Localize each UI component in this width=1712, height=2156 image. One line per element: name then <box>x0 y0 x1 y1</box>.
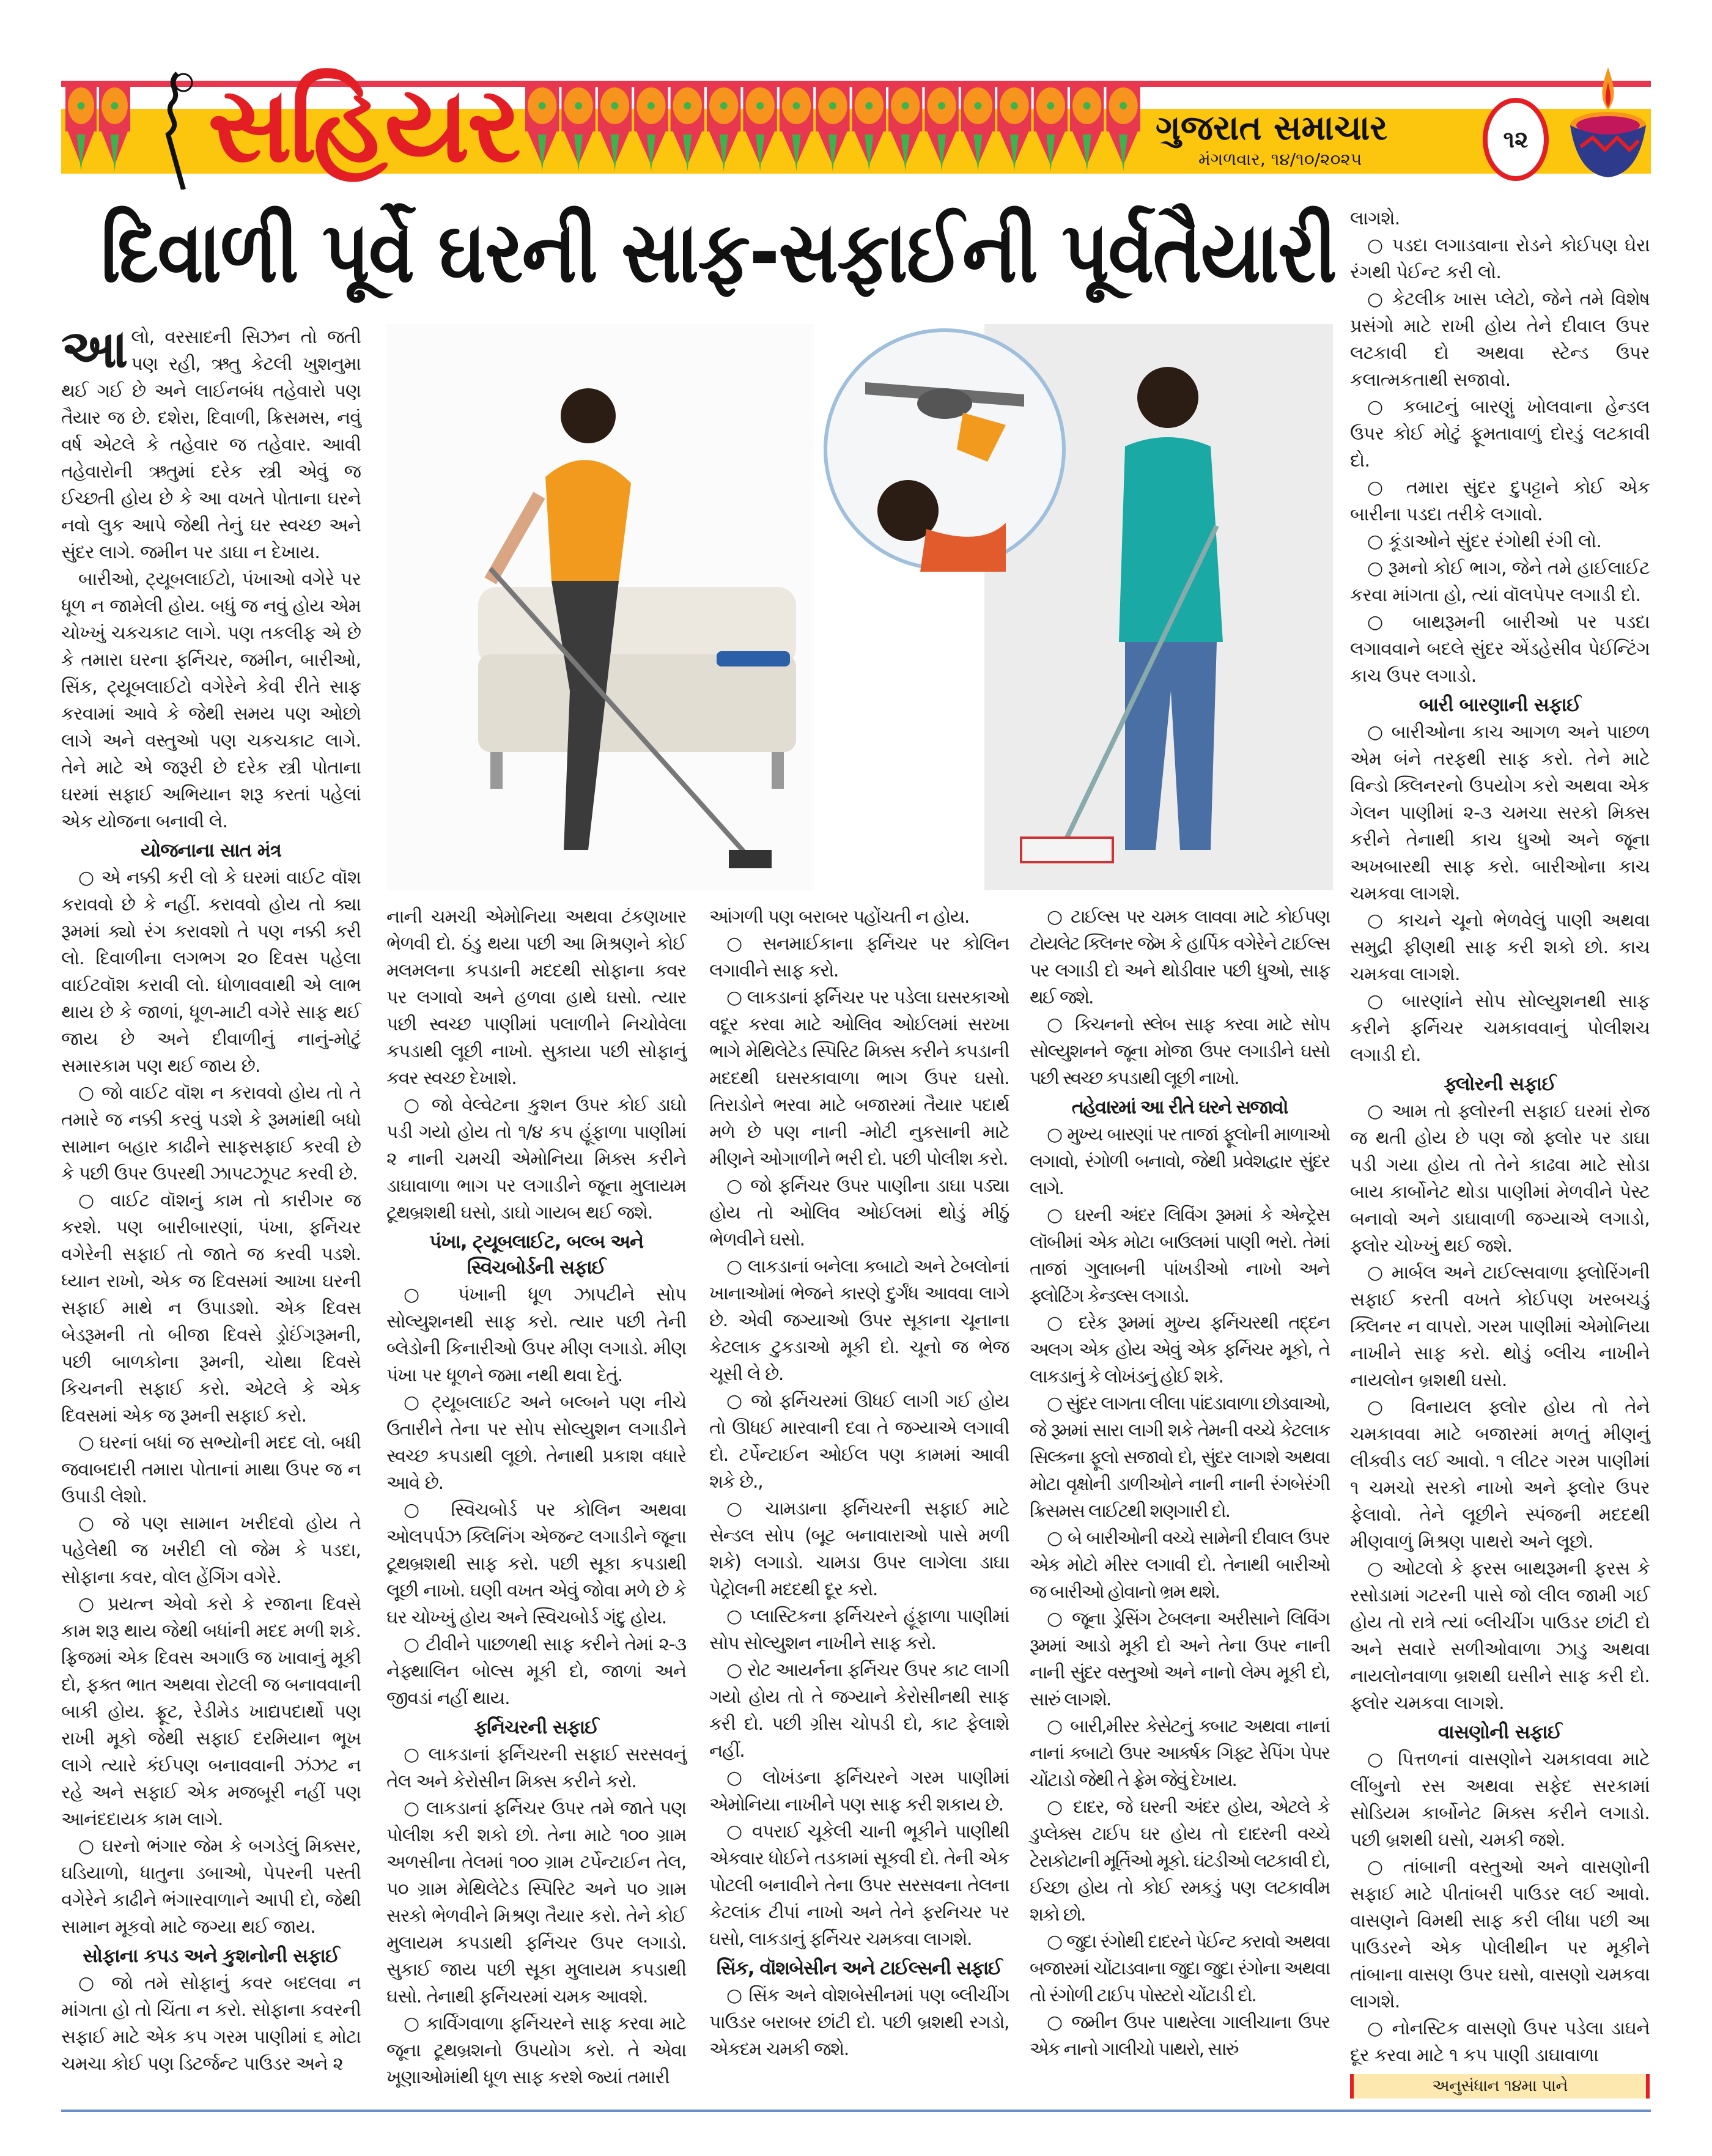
paragraph: ○ કિચનનો સ્લેબ સાફ કરવા માટે સોપ સોલ્યુશનને જૂના મોજા ઉપર લગાડીને ઘસો પછી સ્વચ્છ કપડાથી લૂછી નાખો. <box>1030 1014 1329 1089</box>
paragraph: ○ નોનસ્ટિક વાસણો ઉપર પડેલા ડાઘને દૂર કરવા માટે ૧ કપ પાણી ડાઘાવાળા <box>1350 2018 1650 2066</box>
subheading: યોજનાના સાત મંત્ર <box>141 840 281 862</box>
paragraph: ○ તમારા સુંદર દુપટ્ટાને કોઈ એક બારીના પડદા તરીકે લગાવો. <box>1350 477 1650 525</box>
marigold-flower-icon <box>888 83 922 171</box>
newspaper-name: ગુજરાત સમાચાર <box>1156 108 1388 148</box>
paragraph: ○ સિંક અને વોશબેસીનમાં પણ બ્લીચીંગ પાઉડર બરાબર છાંટી દો. પછી બ્રશથી રગડો, એકદમ ચમકી જશે. <box>709 1985 1009 2060</box>
paragraph: ○ સુંદર લાગતા લીલા પાંદડાવાળા છોડવાઓ, જે રૂમમાં સારા લાગી શકે તેમની વચ્ચે કેટલાક સિલ્કના ફૂલો સજાવો દો, સુંદર લાગશે અથવા મોટા વૃક્ષોની ડાળીઓને નાની નાની રંગબેરંગી ક્રિસમસ લાઈટથી શણગારી દો. <box>1030 1393 1329 1522</box>
photo-woman-cleaning-sofa <box>386 324 814 890</box>
paragraph: ○ લોખંડના ફર્નિચરને ગરમ પાણીમાં એમોનિયા નાખીને પણ સાફ કરી શકાય છે. <box>709 1767 1009 1815</box>
paragraph: ○ ઘરનો ભંગાર જેમ કે બગડેલું મિક્સર, ઘડિયાળો, ધાતુના ડબાઓ, પેપરની પસ્તી વગેરેને કાઢીને ભંગારવાળાને આપી દો, જેથી સામાન મૂકવો માટે જગ્યા થઈ જાય. <box>61 1836 361 1938</box>
paragraph: ○ જે પણ સામાન ખરીદવો હોય તે પહેલેથી જ ખરીદી લો જેમ કે પડદા, સોફાના કવર, વોલ હેંગિંગ વગેરે. <box>61 1513 361 1588</box>
marigold-flower-icon <box>816 83 849 171</box>
section-logo: સહિયર <box>208 65 519 186</box>
paragraph: ○ વિનાયલ ફ્લોર હોય તો તેને ચમકાવવા માટે બજારમાં મળતું મીણનું લીક્વીડ લઈ આવો. ૧ લીટર ગરમ પાણીમાં ૧ ચમચો સરકો નાખો અને ફ્લોર ઉપર ફેલાવો. તેને લૂછીને સ્પંજની મદદથી મીણવાળું મિશ્રણ પાથરો અને લૂછો. <box>1350 1397 1650 1552</box>
marigold-flower-icon <box>852 83 886 171</box>
paragraph: ○ જુદા રંગોથી દાદરને પેઈન્ટ કરાવો અથવા બજારમાં ચોંટાડવાના જુદા જુદા રંગોના અથવા તો રંગોળી ટાઈપ પોસ્ટરો ચોંટાડી દો. <box>1030 1931 1329 2006</box>
paragraph: ○ તાંબાની વસ્તુઓ અને વાસણોની સફાઈ માટે પીતાંબરી પાઉડર લઈ આવો. વાસણને વિમથી સાફ કરી લીધા પછી આ પાઉડરને એક પોલીથીન પર મૂકીને તાંબાના વાસણ ઉપર ઘસો, વાસણો ચમકવા લાગશે. <box>1350 1856 1650 2012</box>
paragraph: ○ સનમાઈકાના ફર્નિચર પર કોલિન લગાવીને સાફ કરો. <box>709 933 1009 981</box>
continued-paragraph: નાની ચમચી એમોનિયા અથવા ટંકણખાર ભેળવી દો. ઠંડુ થયા પછી આ મિશ્રણને કોઈ મલમલના કપડાની મદદથી સોફાના કવર પર લગાવો અને હળવા હાથે ઘસો. ત્યાર પછી સ્વચ્છ પાણીમાં પલાળીને નિચોવેલા કપડાથી લૂછી નાખો. સુકાયા પછી સોફાનું કવર સ્વચ્છ દેખાશે. <box>386 906 686 1089</box>
flower-garland-center <box>524 83 1142 174</box>
lead-paragraph <box>61 319 361 566</box>
paragraph: ○ લાકડાનાં ફર્નિચર ઉપર તમે જાતે પણ પોલીશ કરી શકો છો. તેના માટે ૧૦૦ ગ્રામ અળસીના તેલમાં ૧૦૦ ગ્રામ ટર્પેન્ટાઈન તેલ, ૫૦ ગ્રામ મેથિલેટેડ સ્પિરિટ અને ૫૦ ગ્રામ સરકો ભેળવીને મિશ્રણ તૈયાર કરો. તેને કોઈ મુલાયમ કપડાથી ફર્નિચર ઉપર લગાડો. સુકાઈ જાય પછી સૂકા મુલાયમ કપડાથી ઘસો. તેનાથી ફર્નિચરમાં ચમક આવશે. <box>386 1798 686 2007</box>
paragraph: ○ જૂના ડ્રેસિંગ ટેબલના અરીસાને લિવિંગ રૂમમાં આડો મૂકી દો અને તેના ઉપર નાની નાની સુંદર વસ્તુઓ અને નાનો લેમ્પ મૂકી દો, સારું લાગશે. <box>1030 1608 1329 1710</box>
paragraph: ○ વાઈટ વૉશનું કામ તો કારીગર જ કરશે. પણ બારીબારણાં, પંખા, ફર્નિચર વગેરેની સફાઈ તો જાતે જ કરવી પડશે. ધ્યાન રાખો, એક જ દિવસમાં આખા ઘરની સફાઈ માથે ન ઉપાડશો. એક દિવસ બેડરૂમની તો બીજા દિવસે ડ્રોઈંગરૂમની, પછી બાળકોના રૂમની, ચોથા દિવસે કિચનની સફાઈ કરો. એટલે કે એક દિવસમાં એક જ રૂમની સફાઈ કરો. <box>61 1190 361 1427</box>
paragraph: ○ એ નક્કી કરી લો કે ઘરમાં વાઈટ વૉશ કરાવવો છે કે નહીં. કરાવવો હોય તો ક્યા રૂમમાં ક્યો રંગ કરાવશો તે પણ નક્કી કરી લો. દિવાળીના લગભગ ૨૦ દિવસ પહેલા વાઈટવૉશ કરાવી લો. ધોળાવવાથી એ લાભ થાય છે કે જાળાં, ધૂળ-માટી વગેરે સાફ થઈ જાય છે અને દીવાળીનું નાનું-મોટું સમારકામ પણ થઈ જાય છે. <box>61 867 361 1077</box>
paragraph: બારીઓ, ટ્યૂબલાઈટો, પંખાઓ વગેરે પર ધૂળ ન જામેલી હોય. બધું જ નવું હોય એમ ચોખ્ખું ચકચકાટ લાગે. પણ તકલીફ એ છે કે તમારા ઘરના ફર્નિચર, જમીન, બારીઓ, સિંક, ટ્યૂબલાઈટો વગેરેને કેવી રીતે સાફ કરવામાં આવે કે જેથી સમય પણ ઓછો લાગે અને વસ્તુઓ પણ ચકચકાટ લાગે. તેને માટે એ જરૂરી છે દરેક સ્ત્રી પોતાના ઘરમાં સફાઈ અભિયાન શરૂ કરતાં પહેલાં એક યોજના બનાવી લે. <box>61 569 361 832</box>
paragraph: ○ ઓટલો કે ફરસ બાથરૂમની ફરસ કે રસોડામાં ગટરની પાસે જો લીલ જામી ગઈ હોય તો રાત્રે ત્યાં બ્લીચીંગ પાઉડર છાંટી દો અને સવારે સળીઓવાળા ઝાડુ અથવા નાયલોનવાળા બ્રશથી ઘસીને સાફ કરી દો. ફ્લોર ચમકવા લાગશે. <box>1350 1558 1650 1714</box>
paragraph: ○ લાકડાનાં ફર્નિચરની સફાઈ સરસવનું તેલ અને કેરોસીન મિક્સ કરીને કરો. <box>386 1744 686 1792</box>
paragraph: ○ જો ફર્નિચરમાં ઊધઈ લાગી ગઈ હોય તો ઊધઈ મારવાની દવા તે જગ્યાએ લગાવી દો. ટર્પેન્ટાઈન ઓઈલ પણ કામમાં આવી શકે છે., <box>709 1390 1009 1493</box>
paragraph: ○ દરેક રૂમમાં મુખ્ય ફર્નિચરથી તદ્દન અલગ એક હોય એવું એક ફર્નિચર મૂકો, તે લાકડાનું કે લોખંડનું હોઈ શકે. <box>1030 1312 1329 1387</box>
paragraph: ○ જો ફર્નિચર ઉપર પાણીના ડાઘા પડ્યા હોય તો ઓલિવ ઓઈલમાં થોડું મીઠું ભેળવીને ઘસો. <box>709 1175 1009 1250</box>
paragraph: ○ રોટ આયર્નના ફર્નિચર ઉપર કાટ લાગી ગયો હોય તો તે જગ્યાને કેરોસીનથી સાફ કરી દો. પછી ગ્રીસ ચોપડી દો, કાટ ફેલાશે નહીં. <box>709 1659 1009 1762</box>
woman-silhouette-logo-icon <box>141 67 214 190</box>
paragraph: ○ જમીન ઉપર પાથરેલા ગાલીચાના ઉપર એક નાનો ગાલીચો પાથરો, સારું <box>1030 2012 1329 2060</box>
paragraph: ○ બારી,મીરર કેસેટનું કબાટ અથવા નાનાં નાનાં કબાટો ઉપર આકર્ષક ગિફ્ટ રેપિંગ પેપર ચોંટાડો જેથી તે ફ્રેમ જેવું દેખાય. <box>1030 1716 1329 1791</box>
marigold-flower-icon <box>924 83 958 171</box>
marigold-flower-icon <box>525 83 559 171</box>
subheading: ફ્લોરની સફાઈ <box>1444 1073 1556 1095</box>
marigold-flower-icon <box>1070 83 1104 171</box>
article-column-1 <box>61 319 361 2078</box>
subheading: બારી બારણાની સફાઈ <box>1419 694 1581 716</box>
paragraph: ○ લાકડાનાં ફર્નિચર પર પડેલા ઘસરકાઓ વદૂર કરવા માટે ઓલિવ ઓઈલમાં સરખા ભાગે મેથિલેટેડ સ્પિરિટ મિક્સ કરીને કપડાની મદદથી ઘસરકાવાળા ભાગ ઉપર ઘસો. તિરાડોને ભરવા માટે બજારમાં તૈયાર પદાર્થ મળે છે પણ નાની -મોટી નુકસાની માટે મીણને ઓગાળીને ભરી દો. પછી પોલીશ કરો. <box>709 987 1009 1170</box>
marigold-flower-icon <box>707 83 740 171</box>
paragraph: ○ રૂમનો કોઈ ભાગ, જેને તમે હાઈલાઈટ કરવા માંગતા હો, ત્યાં વૉલપેપર લગાડી દો. <box>1350 558 1650 606</box>
paragraph: ○ પ્રયત્ન એવો કરો કે રજાના દિવસે કામ શરૂ થાય જેથી બધાંની મદદ મળી શકે. ફ્રિજમાં એક દિવસ અગાઉ જ ખાવાનું મૂકી દો, ફક્ત ભાત અથવા રોટલી જ બનાવવાની બાકી હોય. ફ્રૂટ, રેડીમેડ ખાદ્યપદાર્થો પણ રાખી મૂકો જેથી સફાઈ દરમિયાન ભૂખ લાગે ત્યારે કંઈપણ બનાવવાની ઝંઝટ ન રહે અને સફાઈ એક મજબૂરી નહીં પણ આનંદદાયક કામ લાગે. <box>61 1593 361 1830</box>
article-headline: દિવાળી પૂર્વે ઘરની સાફ-સફાઈની પૂર્વતૈયારી <box>101 203 1336 301</box>
subheading: સિંક, વૉશબેસીન અને ટાઈલ્સની સફાઈ <box>716 1957 1002 1979</box>
marigold-flower-icon <box>961 83 995 171</box>
paragraph: ○ ઘરની અંદર લિવિંગ રૂમમાં કે એન્ટ્રેસ લૉબીમાં એક મોટા બાઉલમાં પાણી ભરો. તેમાં તાજાં ગુલાબની પાંખડીઓ નાખો અને ફ્લોટિંગ કેન્ડલ્સ લગાડો. <box>1030 1205 1329 1307</box>
subheading: સોફાના કપડ અને કુશનોની સફાઈ <box>83 1945 339 1967</box>
paragraph: ○ સ્વિચબોર્ડ પર કોલિન અથવા ઓલપર્પઝ ક્લિનિંગ એજન્ટ લગાડીને જૂના ટૂથબ્રશથી સાફ કરો. પછી સૂકા કપડાથી લૂછી નાખો. ઘણી વખત એવું જોવા મળે છે કે ઘર ચોખ્ખું હોય અને સ્વિચબોર્ડ ગંદુ હોય. <box>386 1499 686 1628</box>
marigold-flower-icon <box>634 83 668 171</box>
marigold-flower-icon <box>997 83 1031 171</box>
subheading: તહેવારમાં આ રીતે ઘરને સજાવો <box>1071 1096 1288 1118</box>
subheading: વાસણોની સફાઈ <box>1437 1721 1562 1743</box>
paragraph: ○ મુખ્ય બારણાં પર તાજાં ફૂલોની માળાઓ લગાવો, રંગોળી બનાવો, જેથી પ્રવેશદ્વાર સુંદર લાગે. <box>1030 1124 1329 1199</box>
paragraph: ○ પિત્તળનાં વાસણોને ચમકાવવા માટે લીંબુનો રસ અથવા સફેદ સરકામાં સોડિયમ કાર્બોનેટ મિક્સ કરીને લગાડો. પછી બ્રશથી ઘસો, ચમકી જશે. <box>1350 1749 1650 1851</box>
paragraph: ○ કબાટનું બારણું ખોલવાના હેન્ડલ ઉપર કોઈ મોટું ફૂમતાવાળું દોરડું લટકાવી દો. <box>1350 396 1650 471</box>
paragraph: ○ પ્લાસ્ટિકના ફર્નિચરને હૂંફાળા પાણીમાં સોપ સોલ્યુશન નાખીને સાફ કરો. <box>709 1606 1009 1654</box>
paragraph: ○ લાકડાનાં બનેલા કબાટો અને ટેબલોનાં ખાનાઓમાં ભેજને કારણે દુર્ગંધ આવવા લાગે છે. એવી જગ્યાઓ ઉપર સૂકાના ચૂનાના કેટલાક ટુકડાઓ મૂકી દો. ચૂનો જ ભેજ ચૂસી લે છે. <box>709 1256 1009 1385</box>
article-column-4 <box>1030 904 1329 2063</box>
article-column-3 <box>709 904 1009 2063</box>
paragraph: ○ કૂંડાઓને સુંદર રંગોથી રંગી લો. <box>1367 531 1602 552</box>
marigold-flower-icon <box>780 83 813 171</box>
marigold-flower-icon <box>65 83 97 171</box>
paragraph: ○ બાથરૂમની બારીઓ પર પડદા લગાવવાને બદલે સુંદર એંડહેસીવ પેઈન્ટિંગ કાચ ઉપર લગાડો. <box>1350 611 1650 687</box>
bottom-rule <box>61 2110 1651 2112</box>
paragraph: ○ આમ તો ફ્લોરની સફાઈ ઘરમાં રોજ જ થતી હોય છે પણ જો ફ્લોર પર ડાઘા પડી ગયા હોય તો તેને કાઢવા માટે સોડા બાય કાર્બોનેટ થોડા પાણીમાં મેળવીને પેસ્ટ બનાવો અને ડાઘાવાળી જગ્યાએ લગાડો, ફ્લોર ચોખ્ખું થઈ જશે. <box>1350 1101 1650 1257</box>
diya-lamp-icon <box>1565 67 1651 183</box>
paragraph: ○ જો તમે સોફાનું કવર બદલવા ન માંગતા હો તો ચિંતા ન કરો. સોફાના કવરની સફાઈ માટે એક કપ ગરમ પાણીમાં ૬ મોટા ચમચા કોઈ પણ ડિટર્જન્ટ પાઉડર અને ૨ <box>61 1973 361 2075</box>
paragraph: ○ બે બારીઓની વચ્ચે સામેની દીવાલ ઉપર એક મોટો મીરર લગાવી દો. તેનાથી બારીઓ જ બારીઓ હોવાનો ભ્રમ થશે. <box>1030 1527 1329 1603</box>
paragraph: ○ પંખાની ધૂળ ઝાપટીને સોપ સોલ્યુશનથી સાફ કરો. ત્યાર પછી તેની બ્લેડોની કિનારીઓ ઉપર મીણ લગાડો. મીણ પંખા પર ધૂળને જમા નથી થવા દેતું. <box>386 1284 686 1386</box>
flower-garland-left <box>64 83 131 174</box>
paragraph: ○ પડદા લગાડવાના રોડને કોઈપણ ઘેરા રંગથી પેઈન્ટ કરી લો. <box>1350 235 1650 283</box>
paragraph: ○ બારીઓના કાચ આગળ અને પાછળ એમ બંને તરફથી સાફ કરો. તેને માટે વિન્ડો ક્લિનરનો ઉપયોગ કરો અથવા એક ગેલન પાણીમાં ૨-૩ ચમચા સરકો મિક્સ કરીને તેનાથી કાચ ધુઓ અને જૂના અખબારથી સાફ કરો. બારીઓના કાચ ચમકવા લાગશે. <box>1350 722 1650 904</box>
marigold-flower-icon <box>598 83 632 171</box>
page-number: ૧૨ <box>1483 98 1549 181</box>
article-column-2 <box>386 904 686 2091</box>
subheading: પંખા, ટ્યૂબલાઈટ, બલ્બ અને સ્વિચબોર્ડની સફાઈ <box>429 1231 643 1279</box>
marigold-flower-icon <box>561 83 595 171</box>
continued-paragraph: આંગળી પણ બરાબર પહોંચતી ન હોય. <box>709 906 969 928</box>
continued-on-page-note: અનુસંધાન ૧૪મા પાને <box>1350 2074 1650 2099</box>
paragraph: ○ ટાઈલ્સ પર ચમક લાવવા માટે કોઈપણ ટોયલેટ ક્લિનર જેમ કે હાર્પિક વગેરેને ટાઈલ્સ પર લગાડી દો અને થોડીવાર પછી ધુઓ, સાફ થઈ જશે. <box>1030 906 1329 1008</box>
paragraph: ○ કાર્વિંગવાળા ફર્નિચરને સાફ કરવા માટે જૂના ટૂથબ્રશનો ઉપયોગ કરો. તે એવા ખૂણાઓમાંથી ધૂળ સાફ કરશે જ્યાં તમારી <box>386 2013 686 2088</box>
marigold-flower-icon <box>1106 83 1140 171</box>
lead-text: લો, વરસાદની સિઝન તો જતી પણ રહી, ઋતુ કેટલી ખુશનુમા થઈ ગઈ છે અને લાઈનબંધ તહેવારો પણ તૈયાર જ છે. દશેરા, દિવાળી, ક્રિસમસ, નવું વર્ષ એટલે કે તહેવાર જ તહેવાર. આવી તહેવારોની ઋતુમાં દરેક સ્ત્રી એવું જ ઈચ્છતી હોય છે કે આ વખતે પોતાના ઘરને નવો લુક આપે જેથી તેનું ઘર સ્વચ્છ અને સુંદર લાગે. જમીન પર ડાઘા ન દેખાય. <box>61 327 361 563</box>
paragraph: ○ ચામડાના ફર્નિચરની સફાઈ માટે સેન્ડલ સોપ (બૂટ બનાવારાઓ પાસે મળી શકે) લગાડો. ચામડા ઉપર લાગેલા ડાઘા પેટ્રોલની મદદથી દૂર કરો. <box>709 1498 1009 1600</box>
paragraph: ○ બારણાંને સોપ સોલ્યુશનથી સાફ કરીને ફર્નિચર ચમકાવવાનું પોલીશચ લગાડી દો. <box>1350 991 1650 1066</box>
marigold-flower-icon <box>99 83 130 171</box>
paragraph: ○ ટ્યૂબલાઈટ અને બલ્બને પણ નીચે ઉતારીને તેના પર સોપ સોલ્યુશન લગાડીને સ્વચ્છ કપડાથી લૂછો. તેનાથી પ્રકાશ વધારે આવે છે. <box>386 1392 686 1494</box>
paragraph: ○ દાદર, જે ઘરની અંદર હોય, એટલે કે ડુપ્લેક્સ ટાઈપ ઘર હોય તો દાદરની વચ્ચે ટેરાકોટાની મૂર્તિઓ મૂકો. ઘંટડીઓ લટકાવી દો, ઈચ્છા હોય તો કોઈ રમકડું પણ લટકાવીમ શકો છો. <box>1030 1796 1329 1925</box>
paragraph: ○ ઘરનાં બધાં જ સભ્યોની મદદ લો. બધી જવાબદારી તમારા પોતાનાં માથા ઉપર જ ન ઉપાડી લેશો. <box>61 1432 361 1507</box>
paragraph: ○ જો વેલ્વેટના કુશન ઉપર કોઈ ડાઘો પડી ગયો હોય તો ૧/૪ કપ હૂંફાળા પાણીમાં ૨ નાની ચમચી એમોનિયા મિક્સ કરીને ડાઘાવાળા ભાગ પર લગાડીને જૂના મુલાયમ ટૂથબ્રશથી ઘસો, ડાઘો ગાયબ થઈ જશે. <box>386 1095 686 1224</box>
drop-cap: આ <box>61 319 128 380</box>
marigold-flower-icon <box>671 83 704 171</box>
paragraph: ○ કેટલીક ખાસ પ્લેટો, જેને તમે વિશેષ પ્રસંગો માટે રાખી હોય તેને દીવાલ ઉપર લટકાવી દો અથવા સ્ટેન્ડ ઉપર કલાત્મકતાથી સજાવો. <box>1350 289 1650 391</box>
photo-woman-cleaning-ceiling-fan <box>822 327 1067 572</box>
continued-paragraph: લાગશે. <box>1350 208 1400 229</box>
issue-date: મંગળવાર, ૧૪/૧૦/૨૦૨૫ <box>1198 149 1362 169</box>
marigold-flower-icon <box>1034 83 1068 171</box>
subheading: ફર્નિચરની સફાઈ <box>474 1716 599 1738</box>
marigold-flower-icon <box>743 83 777 171</box>
paragraph: ○ જો વાઈટ વૉશ ન કરાવવો હોય તો તે તમારે જ નક્કી કરવું પડશે કે રૂમમાંથી બધો સામાન બહાર કાઢીને સાફસફાઈ કરવી છે કે પછી ઉપર ઉપરથી ઝાપટઝૂપટ કરવી છે. <box>61 1082 361 1184</box>
paragraph: ○ માર્બલ અને ટાઈલ્સવાળા ફ્લોરિંગની સફાઈ કરતી વખતે કોઈપણ ખરબચડું ક્લિનર ન વાપરો. ગરમ પાણીમાં એમોનિયા નાખીને સાફ કરો. થોડું બ્લીચ નાખીને નાયલોન બ્રશથી ઘસો. <box>1350 1262 1650 1391</box>
paragraph: ○ કાચને ચૂનો ભેળવેલું પાણી અથવા સમુદ્રી ફીણથી સાફ કરી શકો છો. કાચ ચમકવા લાગશે. <box>1350 910 1650 985</box>
paragraph: ○ વપરાઈ ચૂકેલી ચાની ભૂકીને પાણીથી એકવાર ધોઈને તડકામાં સૂકવી દો. તેની એક પોટલી બનાવીને તેના ઉપર સરસવના તેલના કેટલાંક ટીપાં નાખો અને તેને ફરનિચર પર ઘસો, લાકડાનું ફર્નિચર ચમકવા લાગશે. <box>709 1821 1009 1950</box>
article-column-5 <box>1350 205 1650 2099</box>
paragraph: ○ ટીવીને પાછળથી સાફ કરીને તેમાં ૨-૩ નેફ્થાલિન બોલ્સ મૂકી દો, જાળાં અને જીવડાં નહીં થાય. <box>386 1634 686 1709</box>
